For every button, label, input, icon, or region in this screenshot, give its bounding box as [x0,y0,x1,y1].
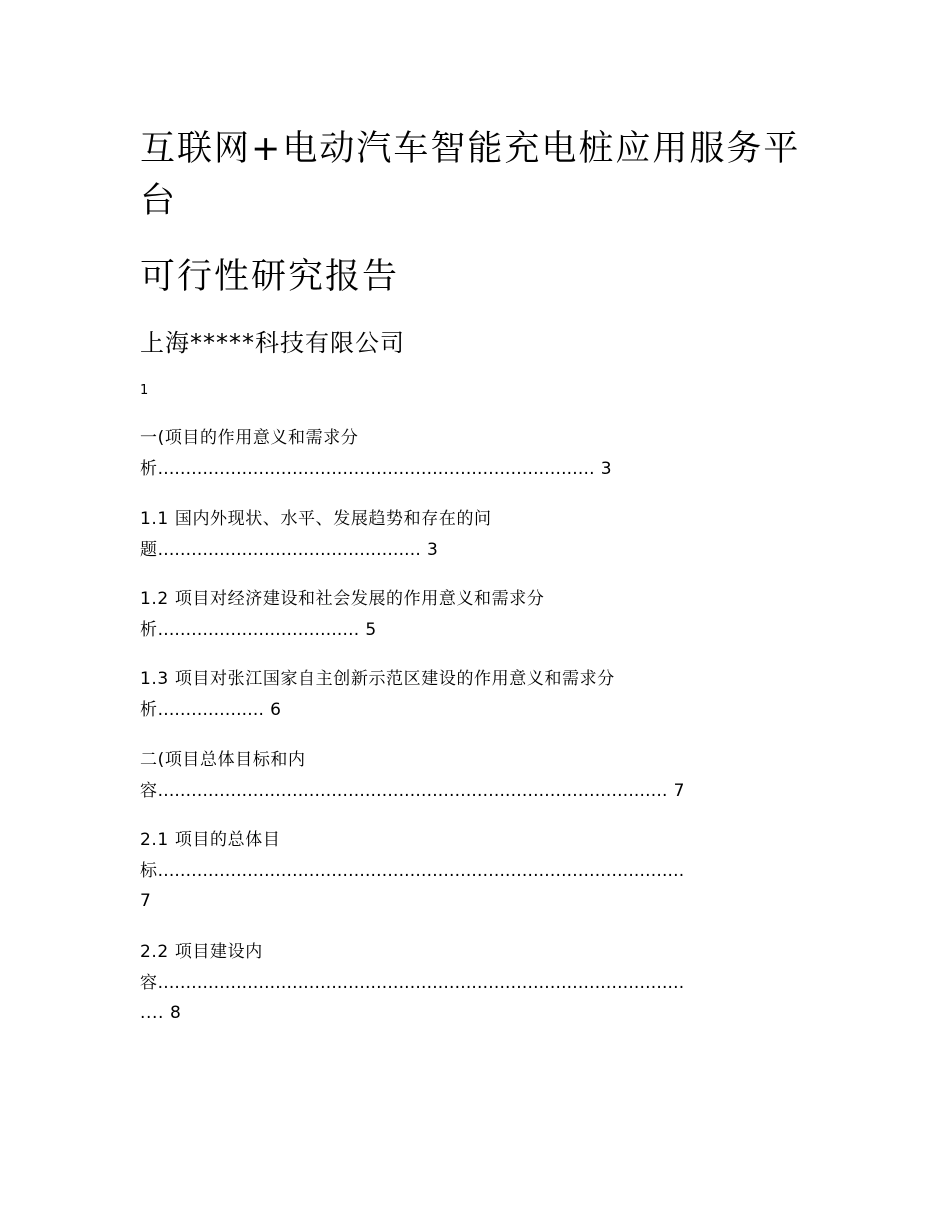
toc-entry-leader [140,859,684,883]
title-line-2: 台 [140,181,178,221]
toc-entry-text: 析 [140,700,158,720]
toc-dots: .............................................................................. [157,459,595,479]
toc-entry-leader [140,618,377,642]
toc-page-number: 5 [365,620,377,640]
toc-entry-heading: 2.2 项目建设内 [140,942,263,962]
toc-entry-text: 容 [140,781,158,801]
toc-entry-leader [140,538,438,562]
page-number: 1 [140,383,149,398]
toc-entry-text: 容 [140,973,158,993]
toc-entry-heading: 1.2 项目对经济建设和社会发展的作用意义和需求分 [140,589,545,609]
toc-page-number: 7 [140,891,152,911]
toc-dots: ................... [157,700,265,720]
toc-entry-leader [140,698,282,722]
toc-entry-text: 析 [140,620,158,640]
toc-page-number: 6 [270,700,282,720]
toc-entry-heading: 2.1 项目的总体目 [140,830,281,850]
toc-entry-text: 标 [140,861,158,881]
title-line-1: 互联网+电动汽车智能充电桩应用服务平 [140,129,801,169]
toc-entry-heading: 1.3 项目对张江国家自主创新示范区建设的作用意义和需求分 [140,669,615,689]
toc-page-number: .... 8 [140,1003,182,1023]
toc-dots: ........................................................................................... [157,781,668,801]
toc-dots: ............................................... [157,540,421,560]
toc-dots: .............................................................................................. [157,861,685,881]
toc-entry-heading: 二(项目总体目标和内 [140,750,306,770]
toc-dots: .................................... [157,620,360,640]
toc-entry-text: 题 [140,540,158,560]
toc-entry-leader [140,779,685,803]
toc-entry-heading: 1.1 国内外现状、水平、发展趋势和存在的问 [140,509,492,529]
toc-entry-leader [140,457,612,481]
company-name: 上海*****科技有限公司 [140,329,405,357]
toc-entry-text: 析 [140,459,158,479]
subtitle: 可行性研究报告 [140,257,400,297]
toc-page-number: 3 [600,459,613,479]
toc-entry-leader [140,971,684,995]
toc-dots: .............................................................................................. [157,973,685,993]
toc-page-number: 7 [673,781,685,801]
toc-page-number: 3 [427,540,439,560]
toc-entry-heading: 一(项目的作用意义和需求分 [140,428,359,448]
